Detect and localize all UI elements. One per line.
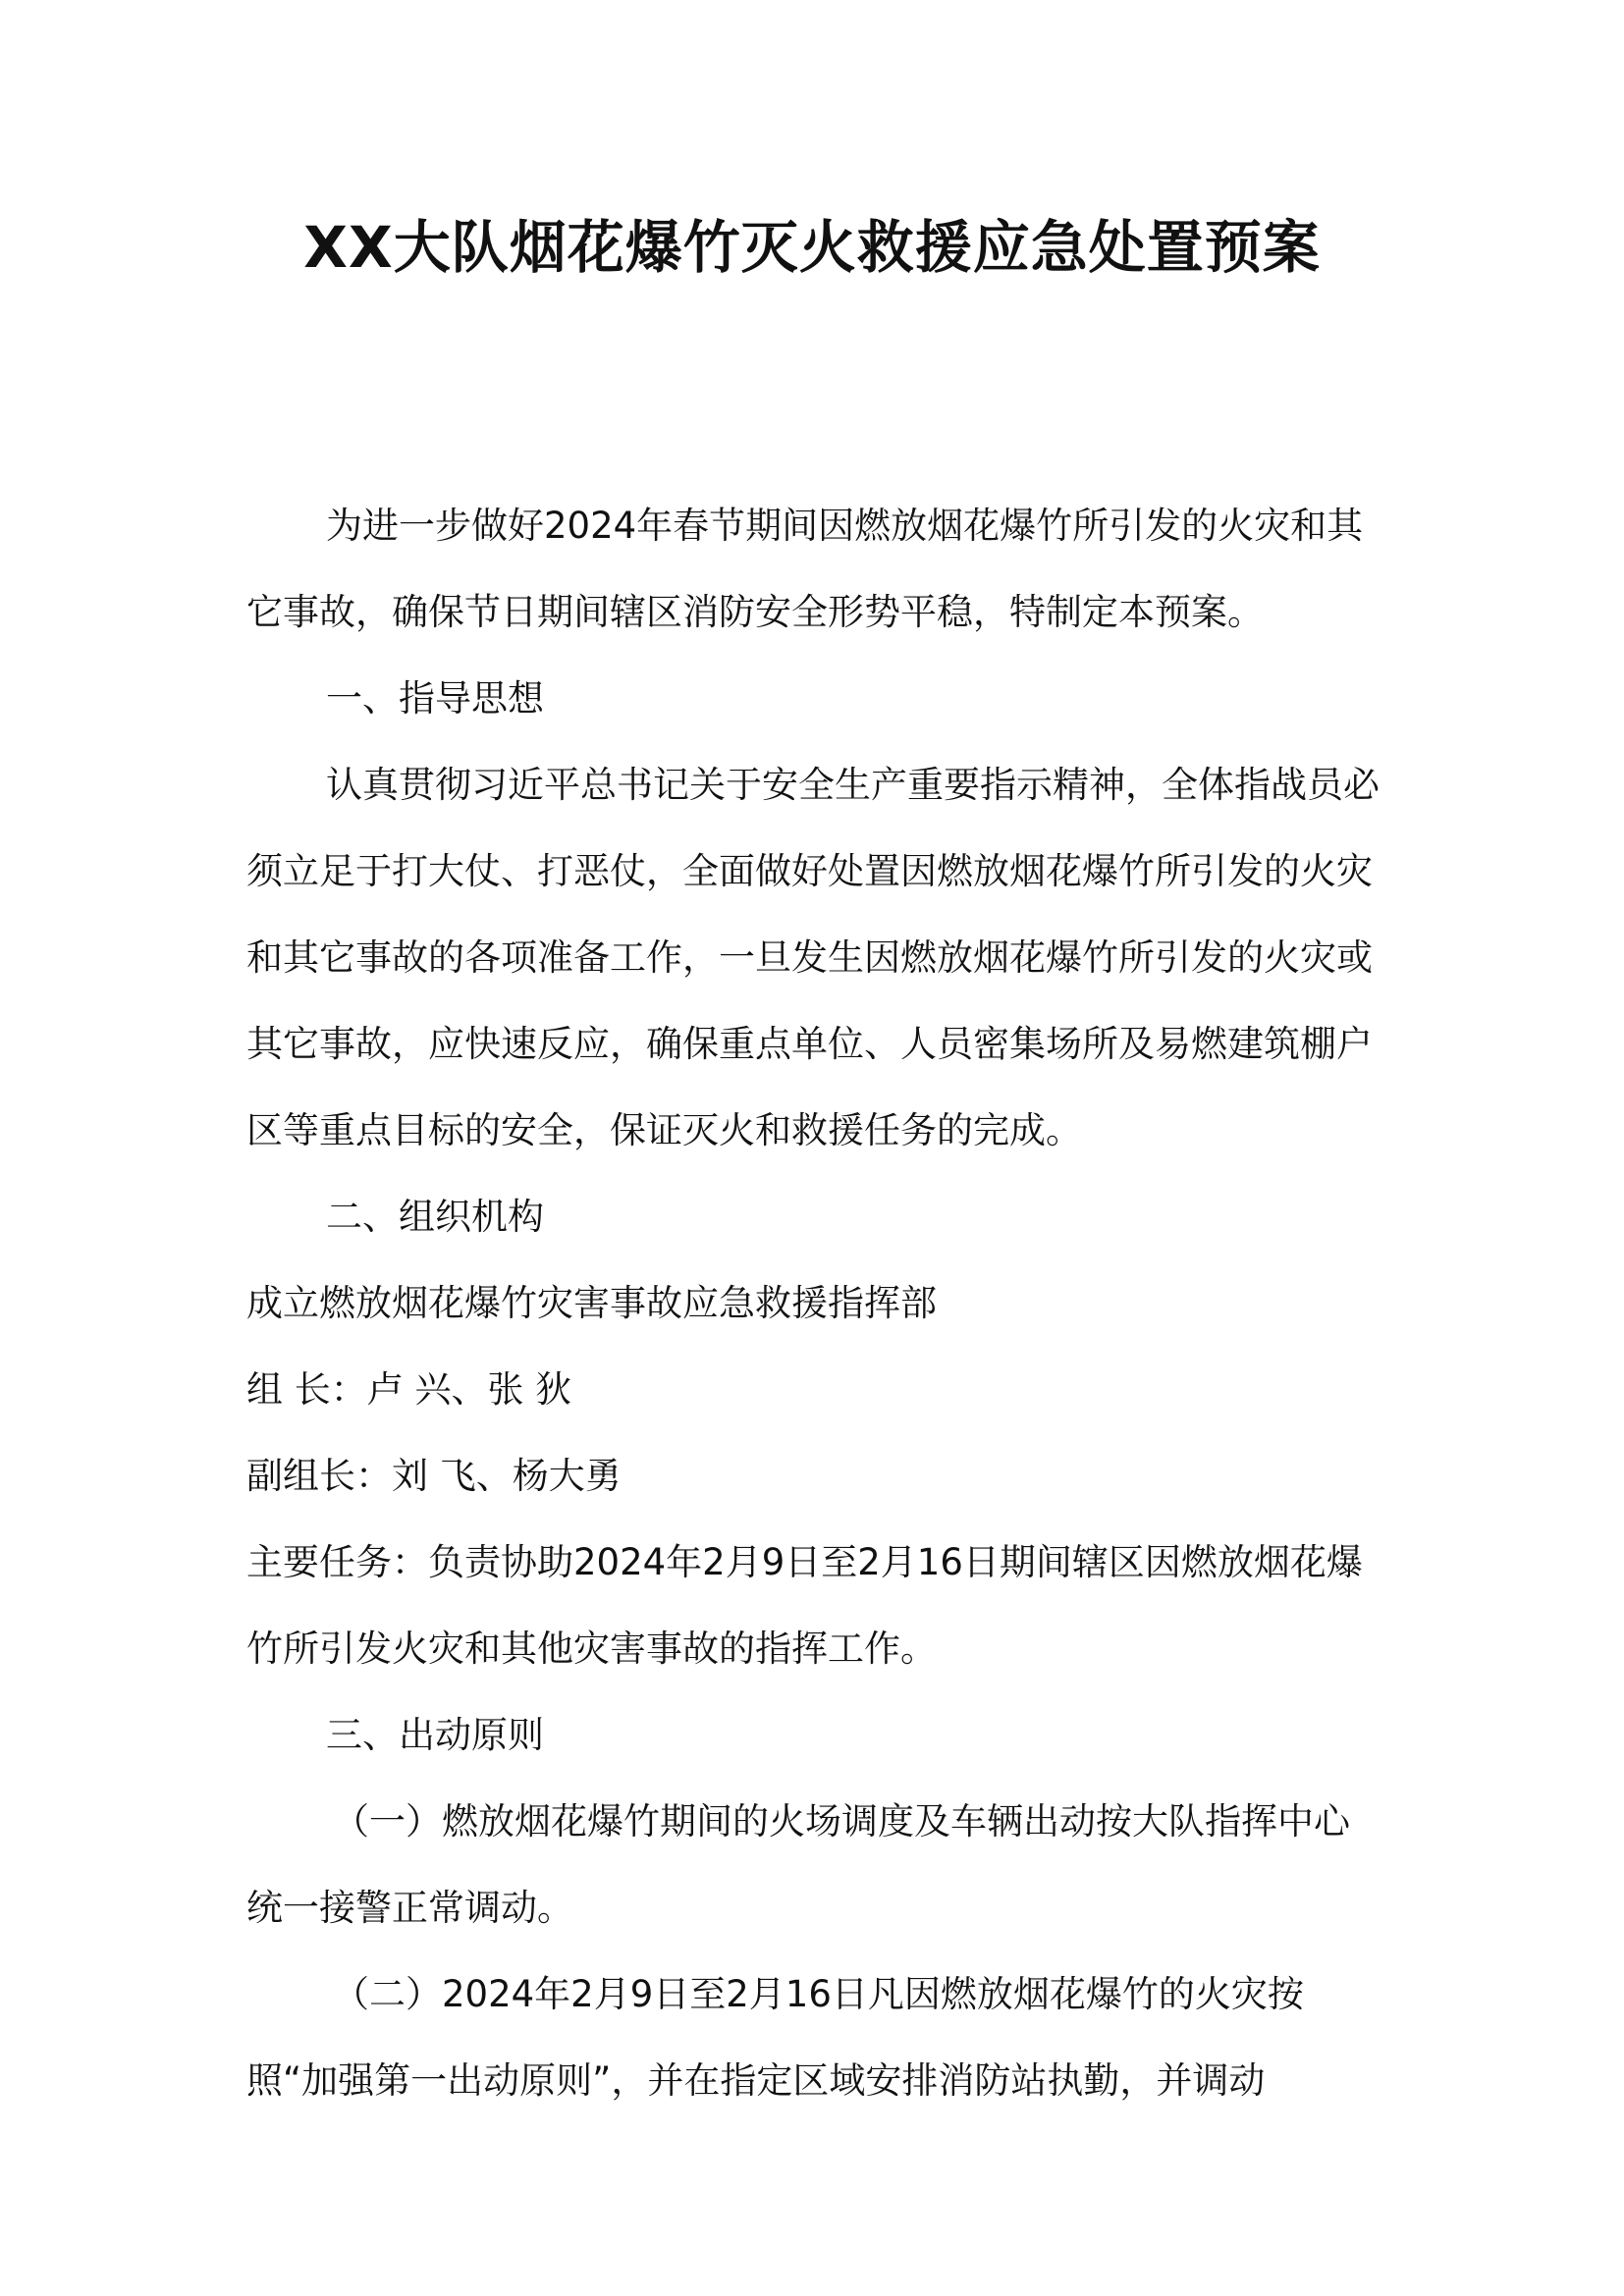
organization-duty-paragraph: 主要任务：负责协助2024年2月9日至2月16日期间辖区因燃放烟花爆竹所引发火灾和其他灾害事故的指挥工作。 <box>246 1541 1363 1670</box>
section-heading-organization: 二、组织机构 <box>326 1196 544 1238</box>
intro-paragraph: 为进一步做好2024年春节期间因燃放烟花爆竹所引发的火灾和其它事故，确保节日期间辖区消防安全形势平稳，特制定本预案。 <box>246 505 1364 633</box>
organization-leader-line: 组 长：卢 兴、张 狄 <box>246 1368 572 1411</box>
organization-deputy-line: 副组长：刘 飞、杨大勇 <box>246 1455 622 1497</box>
section-heading-dispatch-principles: 三、出动原则 <box>326 1714 544 1756</box>
organization-command-line: 成立燃放烟花爆竹灾害事故应急救援指挥部 <box>246 1282 937 1324</box>
document-body <box>246 483 1385 2124</box>
dispatch-principle-item-2: （二）2024年2月9日至2月16日凡因燃放烟花爆竹的火灾按照“加强第一出动原则”，并在指定区域安排消防站执勤，并调动 <box>246 1973 1304 2102</box>
section-heading-guiding-ideology: 一、指导思想 <box>326 677 544 720</box>
guiding-ideology-paragraph: 认真贯彻习近平总书记关于安全生产重要指示精神，全体指战员必须立足于打大仗、打恶仗，全面做好处置因燃放烟花爆竹所引发的火灾和其它事故的各项准备工作，一旦发生因燃放烟花爆竹所引发的火灾或其它事故，应快速反应，确保重点单位、人员密集场所及易燃建筑棚户区等重点目标的安全，保证灭火和救援任务的完成。 <box>246 764 1380 1151</box>
dispatch-principle-item-1: （一）燃放烟花爆竹期间的火场调度及车辆出动按大队指挥中心统一接警正常调动。 <box>246 1800 1350 1929</box>
document-title: XX大队烟花爆竹灭火救援应急处置预案 <box>303 214 1321 281</box>
